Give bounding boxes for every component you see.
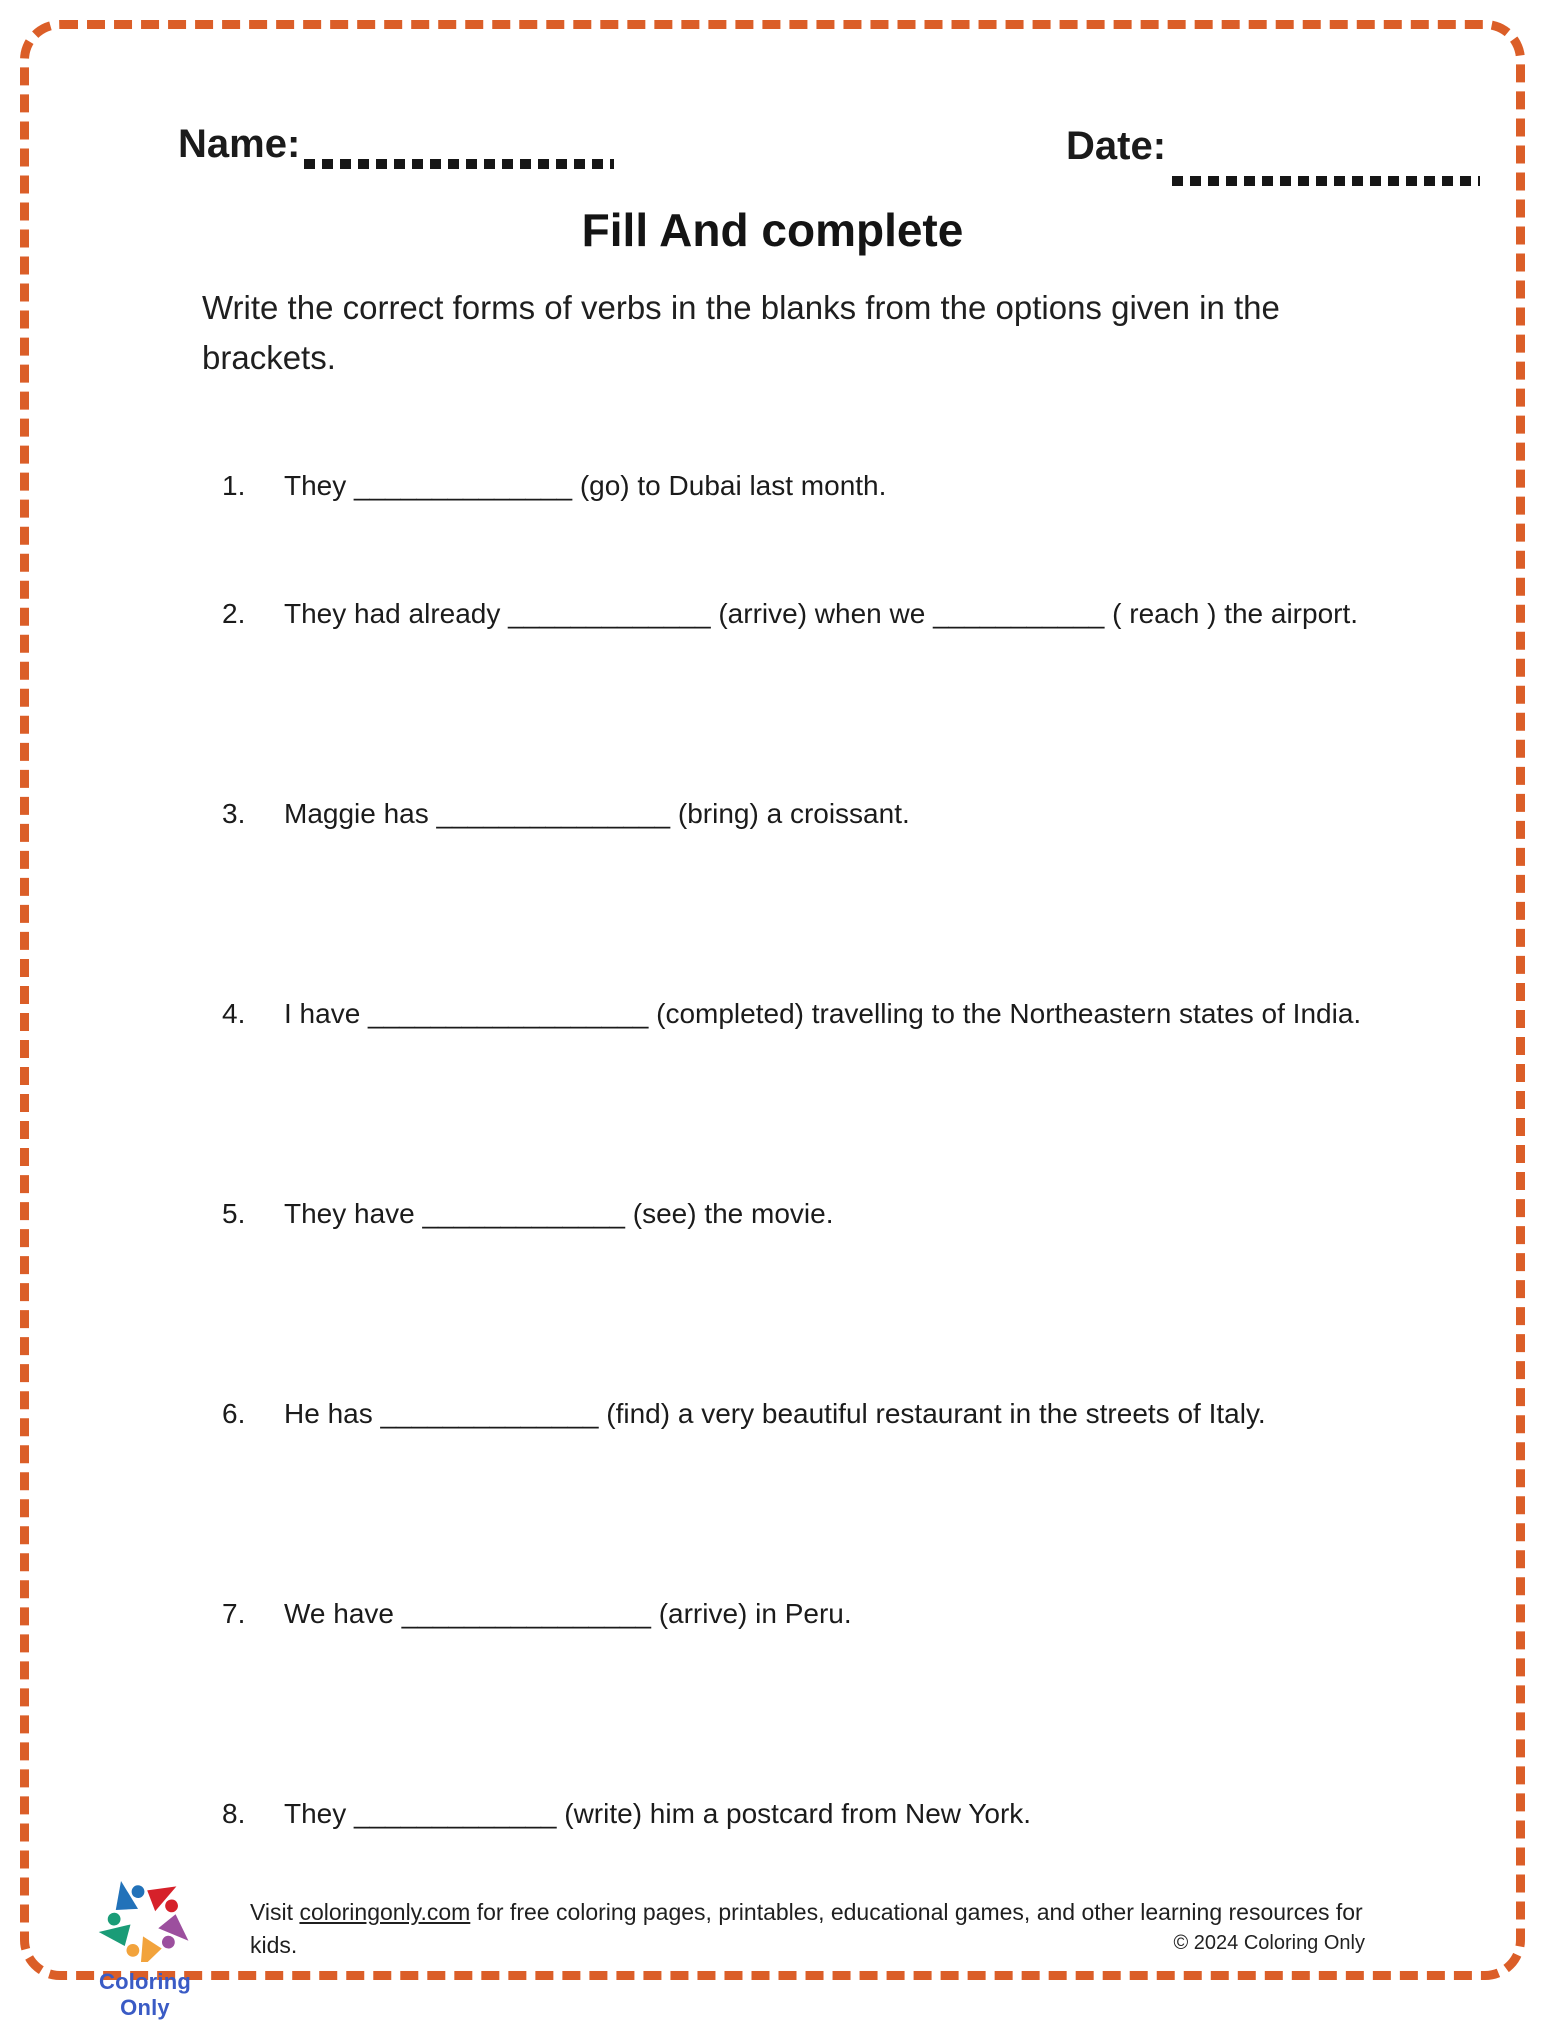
question-number: 6. (222, 1398, 246, 1429)
question-number: 1. (222, 470, 246, 501)
question-number: 4. (222, 998, 246, 1029)
question-number: 3. (222, 798, 246, 829)
question-list (222, 466, 1452, 1994)
question-text: They _____________ (write) him a postcard from New York. (284, 1798, 1032, 1829)
question-row (222, 1394, 1452, 1434)
question-text: They have _____________ (see) the movie. (284, 1198, 834, 1229)
date-label: Date: (1066, 124, 1167, 168)
question-row (222, 794, 1452, 834)
question-row (222, 1594, 1452, 1634)
question-row (222, 594, 1452, 634)
question-row (222, 1794, 1452, 1834)
question-number: 8. (222, 1798, 246, 1829)
question-row (222, 1194, 1452, 1234)
question-text: Maggie has _______________ (bring) a croissant. (284, 798, 910, 829)
question-text: We have ________________ (arrive) in Peru. (284, 1598, 852, 1629)
star-figures-icon (95, 1878, 195, 1962)
question-row (222, 994, 1452, 1034)
question-text: I have __________________ (completed) travelling to the Northeastern states of India. (284, 998, 1362, 1029)
copyright-text: © 2024 Coloring Only (1173, 1932, 1365, 1954)
question-text: He has ______________ (find) a very beautiful restaurant in the streets of Italy. (284, 1398, 1266, 1429)
question-row (222, 466, 1452, 506)
question-number: 7. (222, 1598, 246, 1629)
coloringonly-link[interactable]: coloringonly.com (299, 1899, 471, 1925)
question-number: 2. (222, 598, 246, 629)
question-text: They ______________ (go) to Dubai last month. (284, 470, 887, 501)
question-text: They had already _____________ (arrive) when we ___________ ( reach ) the airport. (284, 598, 1359, 629)
footer-note-suffix: for free coloring pages, printables, educational games, and other learning resources for kids. (250, 1899, 1363, 1959)
date-fill-line (1172, 176, 1480, 186)
question-number: 5. (222, 1198, 246, 1229)
worksheet-instructions: Write the correct forms of verbs in the blanks from the options given in the brackets. (202, 289, 1280, 376)
page-title: Fill And complete (581, 204, 964, 256)
name-fill-line (304, 159, 614, 169)
logo-wordmark: Coloring Only (98, 1969, 192, 2020)
footer-note-prefix: Visit (250, 1899, 300, 1925)
name-label: Name: (178, 122, 301, 166)
